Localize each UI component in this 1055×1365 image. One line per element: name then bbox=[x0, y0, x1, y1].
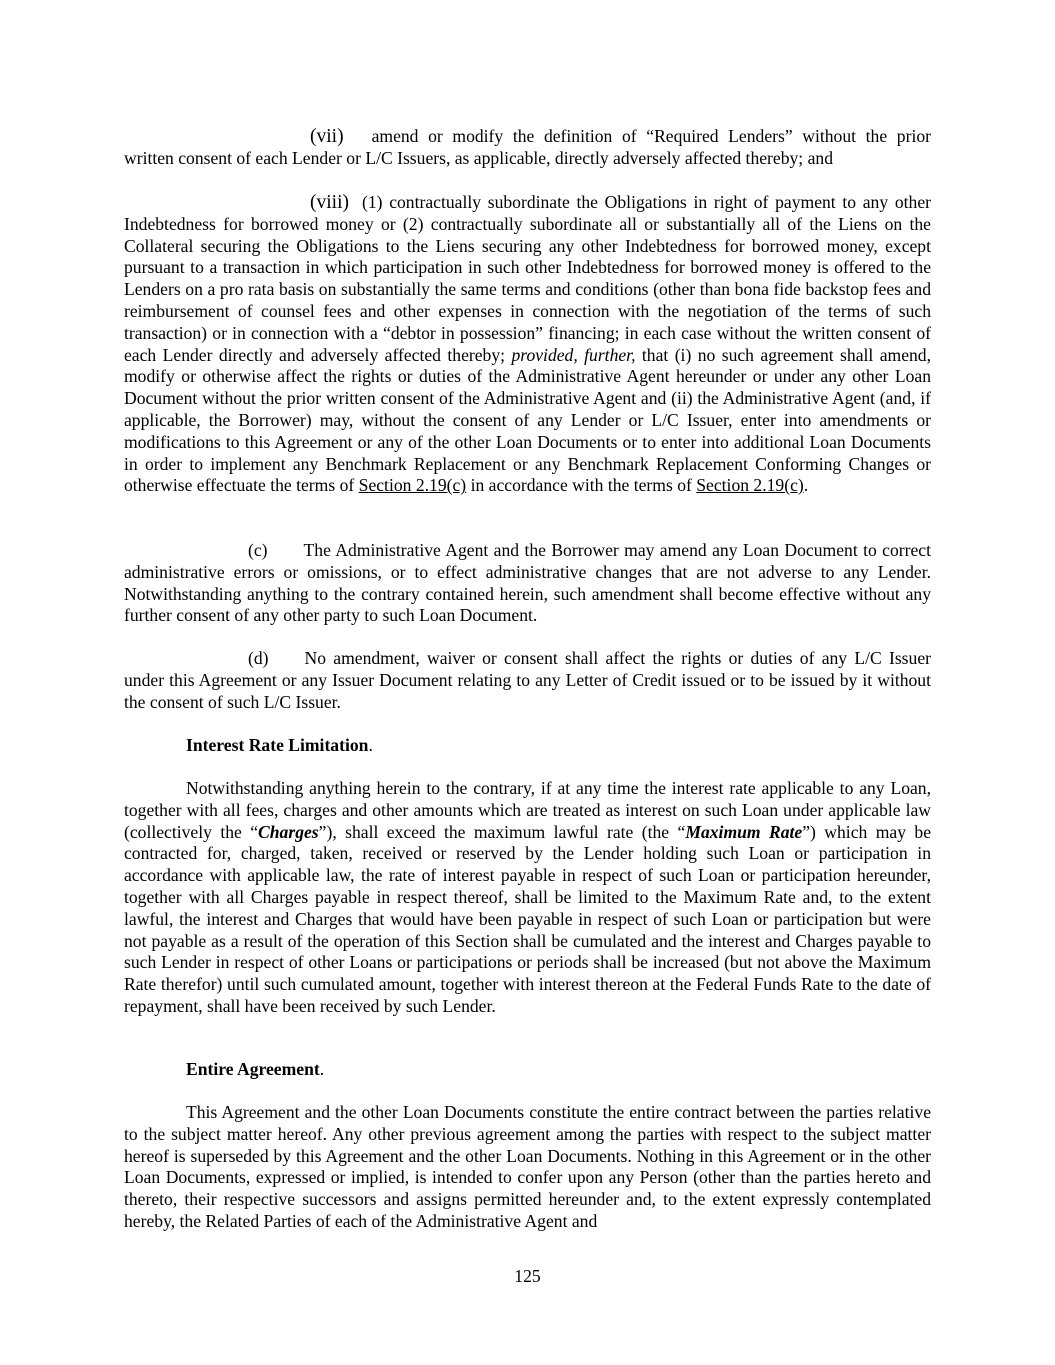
interest-rate-text-2: ”), shall exceed the maximum lawful rate (the “ bbox=[318, 821, 686, 842]
clause-vii-marker: (vii) bbox=[310, 126, 344, 147]
clause-viii bbox=[124, 192, 931, 497]
clause-c-text: The Administrative Agent and the Borrower may amend any Loan Document to correct administrative errors or omissions, or to effect administrative changes that are not adverse to any Lender. Notwithstanding anything to the contrary contained herein, such amendment shall become effective without any further consent of any other party to such Loan Document. bbox=[124, 540, 931, 626]
charges-defined-term: Charges bbox=[258, 821, 319, 842]
maximum-rate-defined-term: Maximum Rate bbox=[685, 821, 803, 842]
clause-viii-text-3: in accordance with the terms of bbox=[470, 475, 692, 496]
clause-c-marker: (c) bbox=[248, 540, 268, 560]
provided-further-term: provided, further, bbox=[511, 344, 636, 365]
interest-rate-heading bbox=[186, 735, 373, 757]
clause-viii-text-1: (1) contractually subordinate the Obligations in right of payment to any other Indebtedness for borrowed money or (2) contractually subordinate all or substantially all of the Liens on the Collateral securing the Obligations to the Liens securing any other Indebtedness for borrowed money, except pursuant to a transaction in which participation in such other Indebtedness for borrowed money is offered to the Lenders on a pro rata basis on substantially the same terms and conditions (other than bona fide backstop fees and reimbursement of counsel fees and other expenses in connection with the negotiation of the terms of such transaction) or in connection with a “debtor in possession” financing; in each case without the written consent of each Lender directly and adversely affected thereby; bbox=[124, 192, 931, 365]
clause-d-text: No amendment, waiver or consent shall affect the rights or duties of any L/C Issuer under this Agreement or any Issuer Document relating to any Letter of Credit issued or to be issued by it without the consent of such L/C Issuer. bbox=[124, 648, 931, 712]
interest-rate-body bbox=[124, 778, 931, 1018]
entire-agreement-heading-period: . bbox=[319, 1059, 325, 1079]
entire-agreement-heading bbox=[186, 1059, 324, 1081]
clause-viii-text-2: that (i) no such agreement shall amend, modify or otherwise affect the rights or duties of the Administrative Agent hereunder or under any other Loan Document without the prior written consent of the Administrative Agent and (ii) the Administrative Agent (and, if applicable, the Borrower) may, without the consent of any Lender or L/C Issuer, enter into amendments or modifications to this Agreement or any of the other Loan Documents or to enter into additional Loan Documents in order to implement any Benchmark Replacement or any Benchmark Replacement Conforming Changes or otherwise effectuate the terms of bbox=[124, 344, 931, 496]
interest-rate-heading-period: . bbox=[368, 735, 373, 755]
section-ref-1: Section 2.19(c) bbox=[358, 475, 467, 496]
clause-viii-end: . bbox=[803, 475, 809, 496]
page-number: 125 bbox=[514, 1266, 541, 1286]
clause-viii-marker: (viii) bbox=[310, 192, 349, 213]
entire-agreement-heading-text: Entire Agreement bbox=[186, 1059, 320, 1079]
clause-vii bbox=[124, 126, 931, 170]
entire-agreement-text: This Agreement and the other Loan Documents constitute the entire contract between the parties relative to the subject matter hereof. Any other previous agreement among the parties with respect to the subject matter hereof is superseded by this Agreement and the other Loan Documents. Nothing in this Agreement or in the other Loan Documents, expressed or implied, is intended to confer upon any Person (other than the parties hereto and thereto, their respective successors and assigns permitted hereunder and, to the extent expressly contemplated hereby, the Related Parties of each of the Administrative Agent and bbox=[124, 1102, 931, 1231]
clause-d bbox=[124, 648, 931, 713]
interest-rate-text-3: ”) which may be contracted for, charged, taken, received or reserved by the Lender holding such Loan or participation in accordance with applicable law, the rate of interest payable in respect of such Loan or participation hereunder, together with all Charges payable in respect thereof, shall be limited to the Maximum Rate and, to the extent lawful, the interest and Charges that would have been payable in respect of such Loan or participation but were not payable as a result of the operation of this Section shall be cumulated and the interest and Charges payable to such Lender in respect of other Loans or participations or periods shall be increased (but not above the Maximum Rate therefor) until such cumulated amount, together with interest thereon at the Federal Funds Rate to the date of repayment, shall have been received by such Lender. bbox=[124, 821, 931, 1016]
clause-d-marker: (d) bbox=[248, 648, 269, 668]
interest-rate-text-1: Notwithstanding anything herein to the contrary, if at any time the interest rate applicable to any Loan, together with all fees, charges and other amounts which are treated as interest on such Loan under applicable law (collectively the “ bbox=[124, 778, 931, 842]
entire-agreement-body bbox=[124, 1102, 931, 1233]
clause-vii-text: amend or modify the definition of “Required Lenders” without the prior written consent of each Lender or L/C Issuers, as applicable, directly adversely affected thereby; and bbox=[124, 126, 931, 168]
clause-c bbox=[124, 540, 931, 627]
section-ref-2: Section 2.19(c) bbox=[696, 475, 804, 496]
interest-rate-heading-text: Interest Rate Limitation bbox=[186, 735, 369, 755]
